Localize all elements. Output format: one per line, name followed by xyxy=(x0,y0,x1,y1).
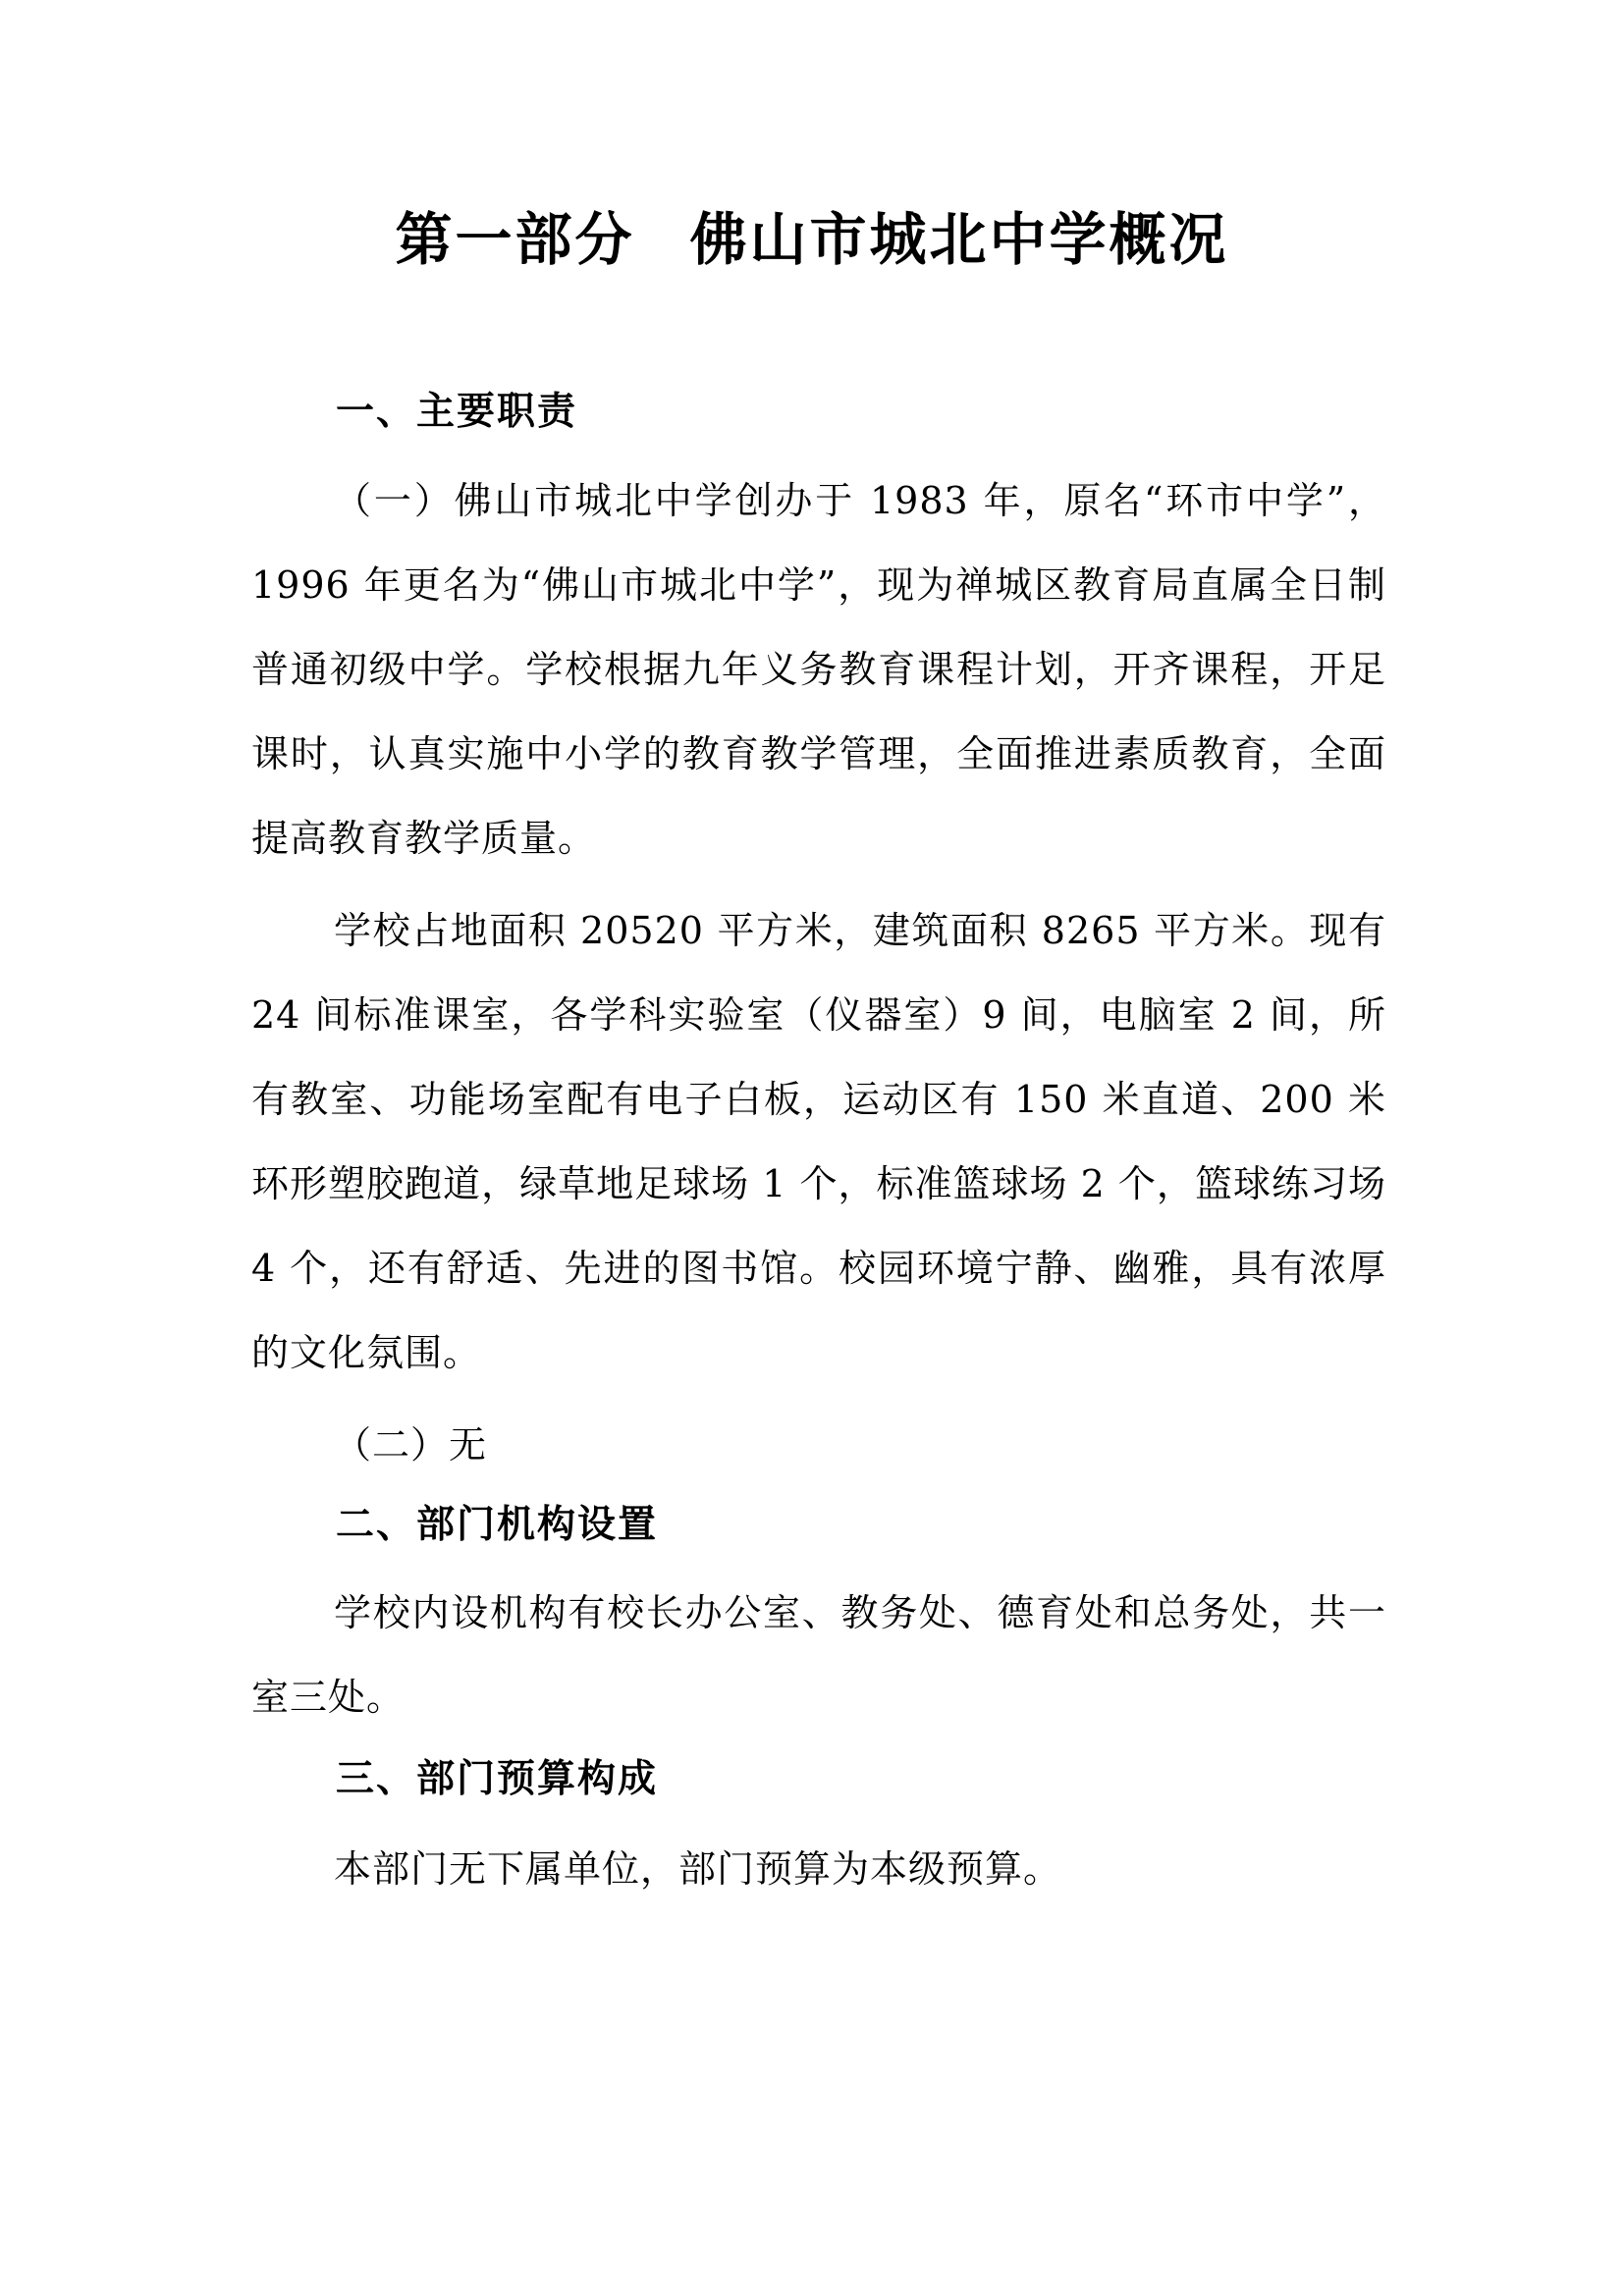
section-heading-responsibilities: 一、主要职责 xyxy=(336,390,578,434)
paragraph-item-two: （二）无 xyxy=(334,1423,488,1467)
paragraph-budget: 本部门无下属单位，部门预算为本级预算。 xyxy=(334,1847,1062,1891)
section-heading-organization: 二、部门机构设置 xyxy=(336,1503,659,1547)
page-title xyxy=(0,200,1624,279)
paragraph-school-facilities: 学校占地面积 20520 平方米，建筑面积 8265 平方米。现有 24 间标准课室，各学科实验室（仪器室）9 间，电脑室 2 间，所有教室、功能场室配有电子白板，运动区有 150 米直道、200 米环形塑胶跑道，绿草地足球场 1 个，标准篮球场 2 个，篮球练习场 4 个，还有舒适、先进的图书馆。校园环境宁静、幽雅，具有浓厚的文化氛围。 xyxy=(251,909,1386,1374)
paragraph-organization: 学校内设机构有校长办公室、教务处、德育处和总务处，共一室三处。 xyxy=(251,1591,1386,1719)
section-heading-budget: 三、部门预算构成 xyxy=(336,1757,659,1801)
page-title-part: 第一部分 xyxy=(395,206,635,273)
paragraph-school-history: （一）佛山市城北中学创办于 1983 年，原名“环市中学”，1996 年更名为“佛山市城北中学”，现为禅城区教育局直属全日制普通初级中学。学校根据九年义务教育课程计划，开齐课程，开足课时，认真实施中小学的教育教学管理，全面推进素质教育，全面提高教育教学质量。 xyxy=(251,479,1386,860)
page-title-name: 佛山市城北中学概况 xyxy=(689,206,1229,273)
